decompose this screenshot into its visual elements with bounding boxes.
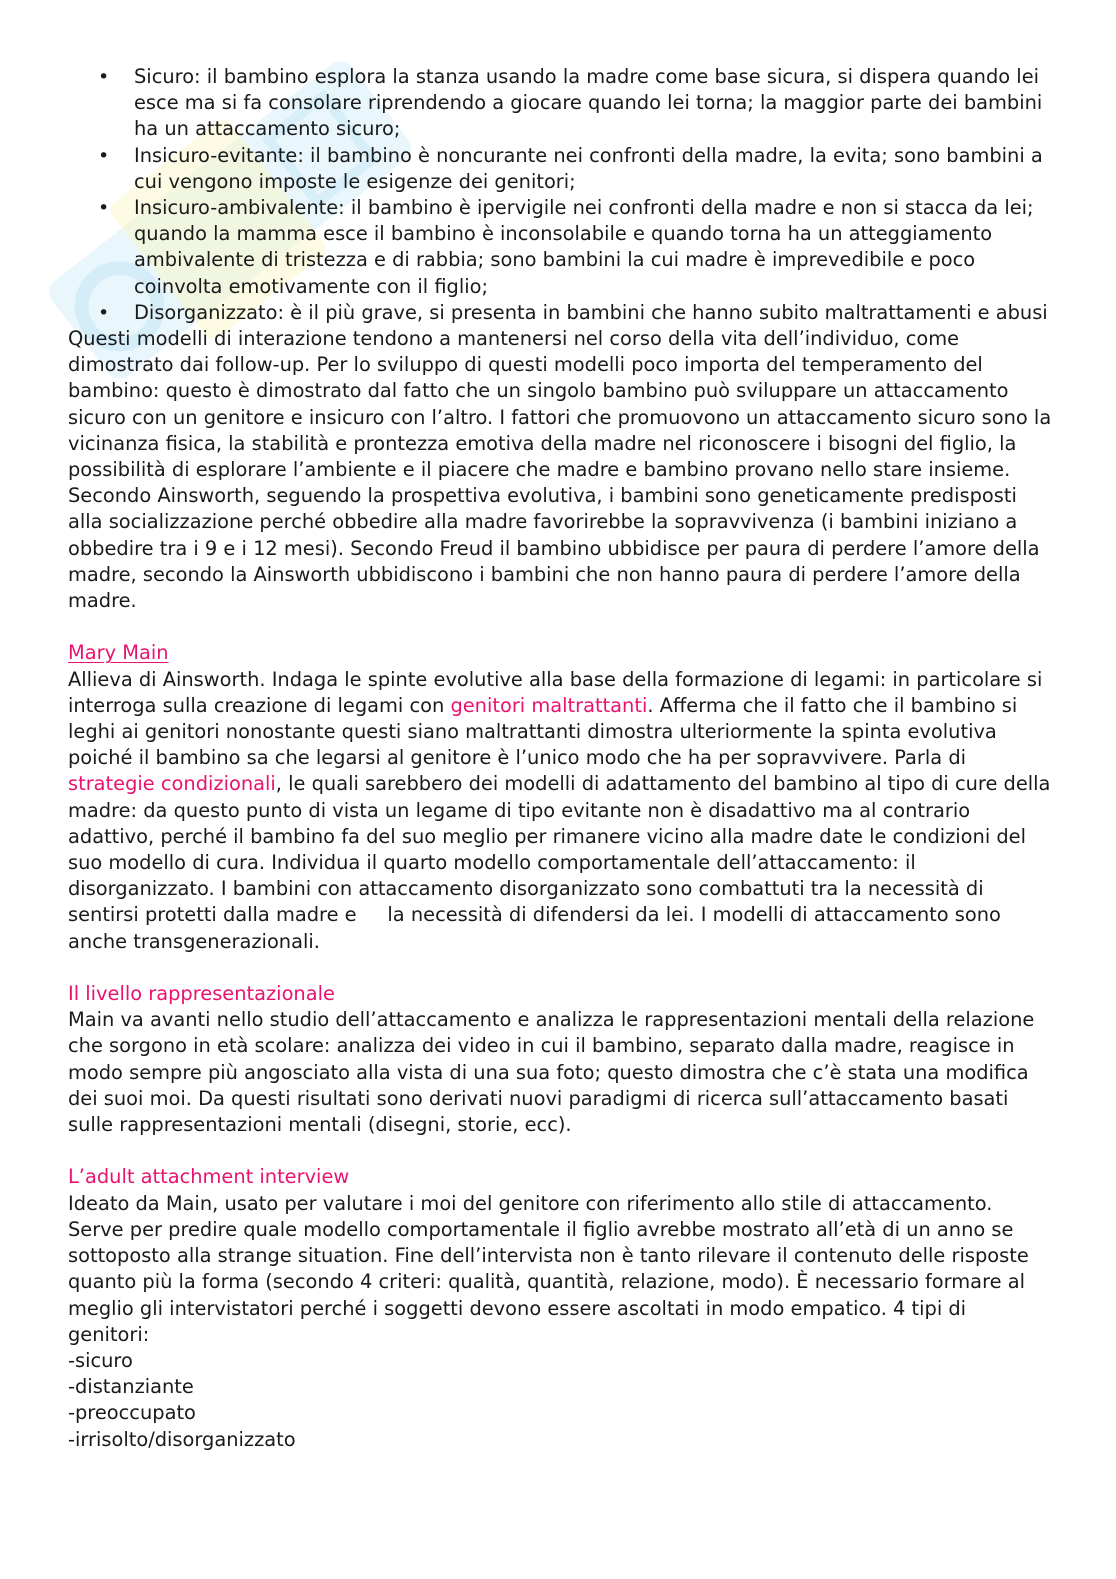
paragraph-attachment-models: Questi modelli di interazione tendono a mantenersi nel corso della vita dell’individuo, come dimostrato dai follow-up. Per lo sviluppo di questi modelli poco importa del temperamento del bambino: questo è dimostrato dal fatto che un singolo bambino può sviluppare un attaccamento sicuro con un genitore e insicuro con l’altro. I fattori che promuovono un attaccamento sicuro sono la vicinanza fisica, la stabilità e prontezza emotiva della madre nel riconoscere i bisogni del figlio, la possibilità di esplorare l’ambiente e il piacere che madre e bambino provano nello stare insieme. Secondo Ainsworth, seguendo la prospettiva evolutiva, i bambini sono geneticamente predisposti alla socializzazione perché obbedire alla madre favorirebbe la sopravvivenza (i bambini iniziano a obbedire tra i 9 e i 12 mesi). Secondo Freud il bambino ubbidisce per paura di perdere l’amore della madre, secondo la Ainsworth ubbidiscono i bambini che non hanno paura di perdere l’amore della madre. <box>68 327 1052 613</box>
parent-types-list <box>68 1348 1053 1453</box>
heading-mary-main: Mary Main <box>68 641 169 665</box>
list-item <box>68 300 1053 326</box>
document-content <box>68 64 1057 1453</box>
paragraph-mary-main <box>68 667 1057 955</box>
highlight-genitori-maltrattanti: genitori maltrattanti <box>450 693 648 717</box>
bullet-icon: • <box>98 66 110 88</box>
list-item: -irrisolto/disorganizzato <box>68 1427 296 1451</box>
list-item-text: Insicuro-ambivalente: il bambino è ipervigile nei confronti della madre e non si stacca da lei; quando la mamma esce il bambino è inconsolabile e quando torna ha un atteggiamento ambivalente di tristezza e di rabbia; sono bambini la cui madre è imprevedibile e poco coinvolta emotivamente con il figlio; <box>134 196 1034 298</box>
bullet-icon: • <box>98 144 110 167</box>
list-item <box>68 143 1053 195</box>
spacer <box>68 614 1053 640</box>
list-item-text: Insicuro-evitante: il bambino è noncurante nei confronti della madre, la evita; sono bambini a cui vengono imposte le esigenze dei genitori; <box>134 143 1043 193</box>
highlight-strategie-condizionali: strategie condizionali <box>68 772 276 796</box>
list-item-text: Disorganizzato: è il più grave, si presenta in bambini che hanno subito maltrattamenti e abusi <box>134 300 1048 324</box>
list-item: -preoccupato <box>68 1401 196 1425</box>
text-segment: . Afferma che il fatto che il bambino si leghi ai genitori nonostante questi siano maltrattanti dimostra ulteriormente la spinta evolutiva poiché il bambino sa che legarsi al genitore è l’unico modo che ha per sopravvivere. Parla di <box>68 693 1018 770</box>
list-item-text: Sicuro: il bambino esplora la stanza usando la madre come base sicura, si dispera quando lei esce ma si fa consolare riprendendo a giocare quando lei torna; la maggior parte dei bambini ha un attaccamento sicuro; <box>134 65 1043 141</box>
list-item: -sicuro <box>68 1348 133 1372</box>
heading-livello-rappresentazionale: Il livello rappresentazionale <box>68 982 335 1006</box>
paragraph-livello-rappresentazionale: Main va avanti nello studio dell’attaccamento e analizza le rappresentazioni mentali della relazione che sorgono in età scolare: analizza dei video in cui il bambino, separato dalla madre, reagisce in modo sempre più angosciato alla vista di una sua foto; questo dimostra che c’è stata una modifica dei suoi moi. Da questi risultati sono derivati nuovi paradigmi di ricerca sull’attaccamento basati sulle rappresentazioni mentali (disegni, storie, ecc). <box>68 1008 1035 1137</box>
bullet-icon: • <box>98 301 110 324</box>
list-item: -distanziante <box>68 1375 194 1399</box>
spacer <box>68 1138 1053 1164</box>
text-segment: Allieva di Ainsworth. Indaga le spinte evolutive alla base della formazione di legami: in particolare si interroga sulla creazione di legami con <box>68 667 1043 717</box>
attachment-types-list <box>68 64 1053 326</box>
paragraph-adult-attachment-interview: Ideato da Main, usato per valutare i moi del genitore con riferimento allo stile di attaccamento. Serve per predire quale modello comportamentale il figlio avrebbe mostrato all’età di un anno se sottoposto alla strange situation. Fine dell’intervista non è tanto rilevare il contenuto delle risposte quanto più la forma (secondo 4 criteri: qualità, quantità, relazione, modo). È necessario formare al meglio gli intervistatori perché i soggetti devono essere ascoltati in modo empatico. 4 tipi di genitori: <box>68 1191 1029 1346</box>
list-item <box>68 64 1053 143</box>
list-item <box>68 195 1053 300</box>
text-segment: , le quali sarebbero dei modelli di adattamento del bambino al tipo di cure della madre: da questo punto di vista un legame di tipo evitante non è disadattivo ma al contrario adattivo, perché il bambino fa del suo meglio per rimanere vicino alla madre date le condizioni del suo modello di cura. Individua il quarto modello comportamentale dell’attaccamento: il disorganizzato. I bambini con attaccamento disorganizzato sono combattuti tra la necessità di sentirsi protetti dalla madre e la necessità di difendersi da lei. I modelli di attaccamento sono anche transgenerazionali. <box>68 772 1057 953</box>
bullet-icon: • <box>98 197 110 220</box>
spacer <box>68 955 1053 981</box>
heading-adult-attachment-interview: L’adult attachment interview <box>68 1165 350 1189</box>
